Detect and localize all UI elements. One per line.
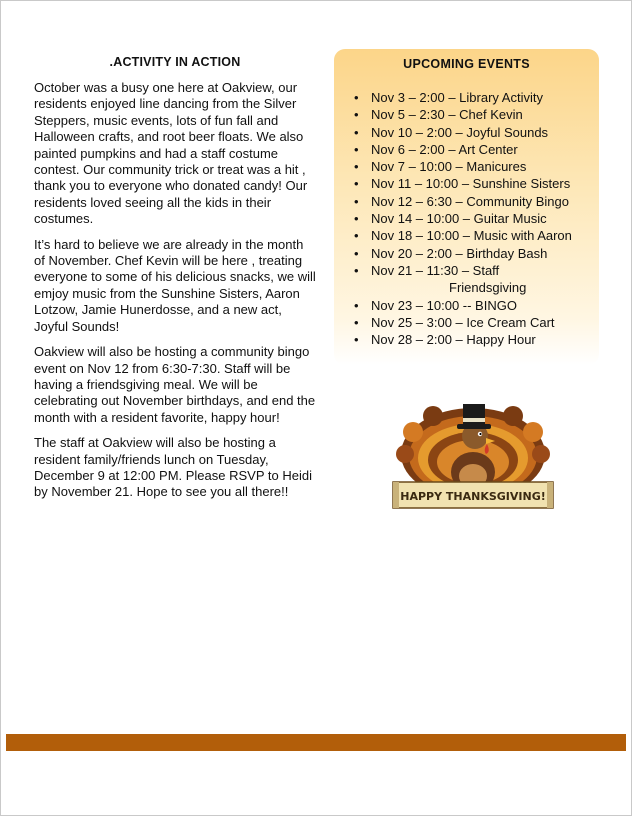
events-list — [354, 89, 599, 348]
event-item: • Nov 5 – 2:30 – Chef Kevin — [354, 106, 599, 123]
event-item: • Nov 18 – 10:00 – Music with Aaron — [354, 227, 599, 244]
event-item: • Nov 11 – 10:00 – Sunshine Sisters — [354, 175, 599, 192]
article-paragraph-1: October was a busy one here at Oakview, our residents enjoyed line dancing from the Silver Steppers, music events, lots of fun fall and Halloween crafts, and root beer floats. We also painted pumpkins and had a staff costume contest. Our community trick or treat was a hit , thank you to everyone who donated candy! Our residents loved seeing all the kids in their costumes. — [34, 80, 308, 227]
thanksgiving-turkey-clipart — [383, 394, 563, 516]
banner-text: HAPPY THANKSGIVING! — [400, 490, 546, 503]
activity-article — [34, 55, 316, 510]
event-item: • Nov 20 – 2:00 – Birthday Bash — [354, 245, 599, 262]
events-title: UPCOMING EVENTS — [403, 57, 530, 71]
event-item: • Nov 14 – 10:00 – Guitar Music — [354, 210, 599, 227]
article-heading: .ACTIVITY IN ACTION — [109, 55, 241, 69]
event-item-line-2: Friendsgiving — [449, 280, 527, 296]
footer-bar — [6, 734, 626, 751]
event-item — [354, 262, 599, 297]
upcoming-events-box — [334, 49, 599, 365]
event-item: • Nov 6 – 2:00 – Art Center — [354, 141, 599, 158]
event-item-line-1: Nov 21 – 11:30 – Staff — [371, 262, 500, 278]
event-item: • Nov 28 – 2:00 – Happy Hour — [354, 331, 599, 348]
event-item: • Nov 3 – 2:00 – Library Activity — [354, 89, 599, 106]
turkey-icon — [383, 394, 563, 516]
event-item: • Nov 25 – 3:00 – Ice Cream Cart — [354, 314, 599, 331]
event-item: • Nov 7 – 10:00 – Manicures — [354, 158, 599, 175]
event-item: • Nov 10 – 2:00 – Joyful Sounds — [354, 124, 599, 141]
article-paragraph-3: Oakview will also be hosting a community bingo event on Nov 12 from 6:30-7:30. Staff will be having a friendsgiving meal. We will be celebrating out November birthdays, and end the month with a resident favorite, happy hour! — [34, 344, 316, 425]
article-paragraph-4: The staff at Oakview will also be hosting a resident family/friends lunch on Tuesday, December 9 at 12:00 PM. Please RSVP to Heidi by November 21. Hope to see you all there!! — [34, 435, 312, 500]
event-item: • Nov 12 – 6:30 – Community Bingo — [354, 193, 599, 210]
event-item: • Nov 23 – 10:00 -- BINGO — [354, 297, 599, 314]
article-paragraph-2: It’s hard to believe we are already in the month of November. Chef Kevin will be here , treating everyone to some of his delicious snacks, we will emjoy music from the Sunshine Sisters, Aaron Lotzow, Jamie Hunerdosse, and a new act, Joyful Sounds! — [34, 236, 316, 334]
